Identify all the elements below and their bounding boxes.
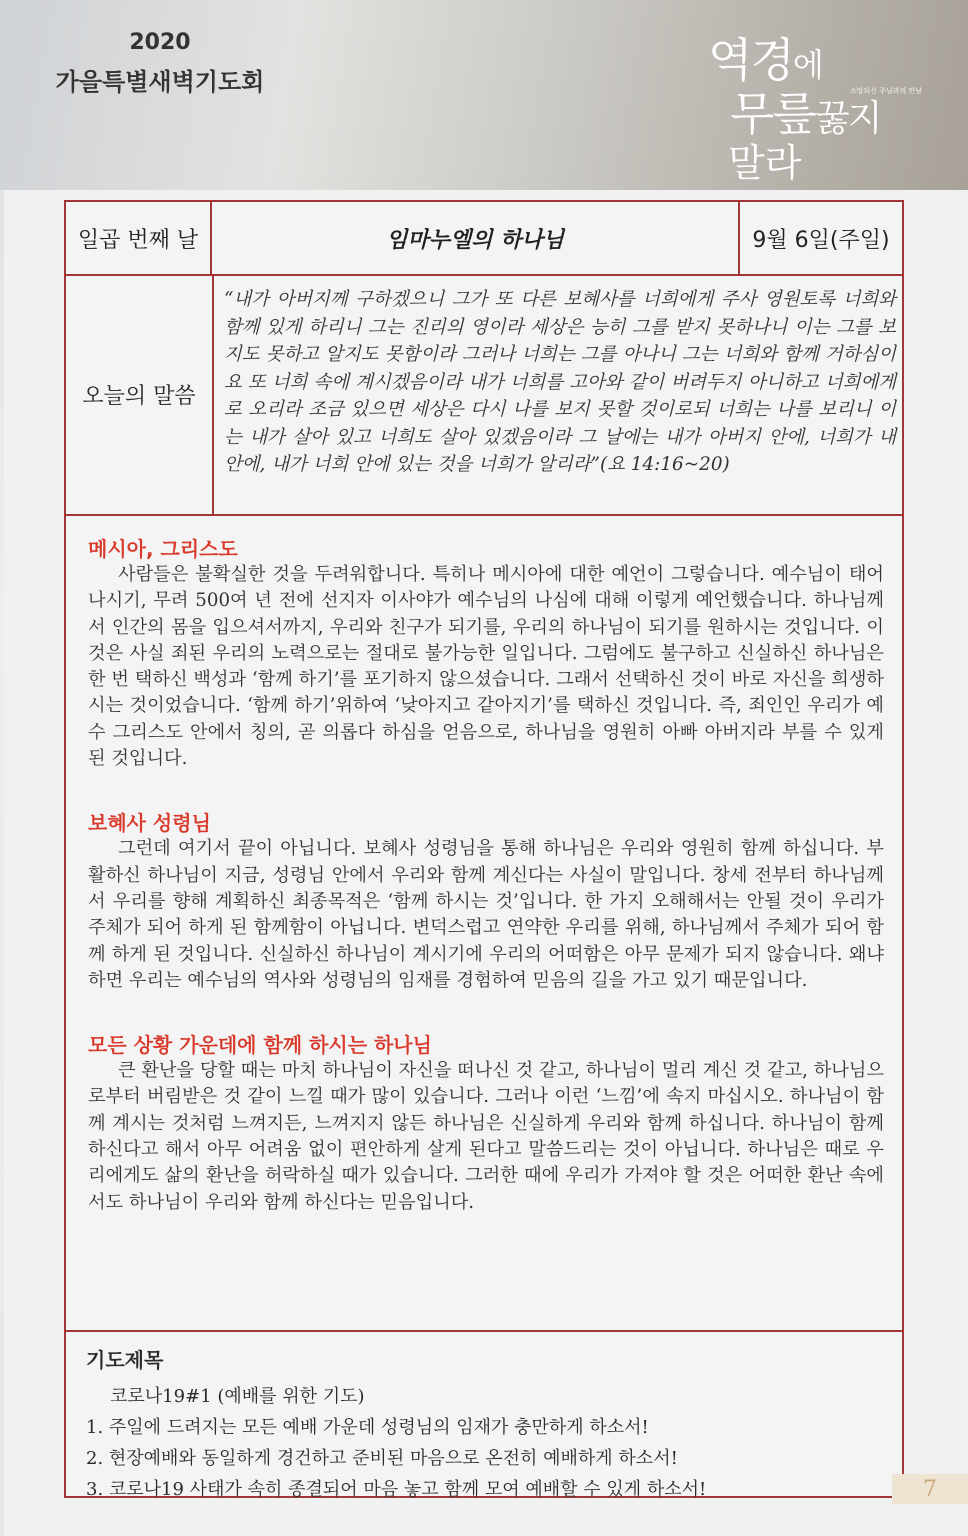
header-banner [0,0,968,190]
verse-label: 오늘의 말씀 [66,274,214,514]
day-label: 일곱 번째 날 [66,202,212,274]
verse-text: “내가 아버지께 구하겠으니 그가 또 다른 보혜사를 너희에게 주사 영원토록 너희와 함께 있게 하리니 그는 진리의 영이라 세상은 능히 그를 받지 못하나니 이는 그를 보지도 못하고 알지도 못함이라 그러나 너희는 그를 아나니 그는 너희와 함께 거하심이요 또 너희 속에 계시겠음이라 내가 너희를 고아와 같이 버려두지 아니하고 너희에게로 오리라 조금 있으면 세상은 다시 나를 보지 못할 것이로되 너희는 나를 보리니 이는 내가 살아 있고 너희도 살아 있겠음이라 그 날에는 내가 아버지 안에, 너희가 내 안에, 내가 너희 안에 있는 것을 너희가 알리라”(요 14:16~20) [224,289,896,475]
logo-line2-a: 무릎 [730,87,815,141]
prayer-section [66,1330,902,1500]
section-title: 모든 상황 가운데에 함께 하시는 하나님 [88,1033,432,1058]
page-number: 7 [892,1474,968,1504]
sermon-body [88,536,884,1216]
verse-row [66,274,902,516]
prayer-title: 기도제목 [86,1348,164,1372]
prayer-item: 1. 주일에 드려지는 모든 예배 가운데 성령님의 임재가 충만하게 하소서! [86,1417,649,1438]
logo-line1-a: 역경 [708,33,793,87]
theme-logo [700,20,950,185]
prayer-list [86,1412,706,1505]
logo-line3: 말라 [728,141,802,185]
section-title: 보혜사 성령님 [88,811,211,836]
card-header-row [66,202,902,276]
logo-line1-b: 에 [792,46,822,84]
section-all-circumstances [88,1032,884,1216]
logo-tagline: 소망되신 주님과의 만남 [850,87,923,95]
section-holy-spirit [88,810,884,994]
section-paragraph: 그런데 여기서 끝이 아닙니다. 보혜사 성령님을 통해 하나님은 우리와 영원히 함께 하십니다. 부활하신 하나님이 지금, 성령님 안에서 우리와 함께 계신다는 사실이 말입니다. 창세 전부터 하나님께서 우리를 향해 계획하신 최종목적은 ‘함께 하시는 것’입니다. 한 가지 오해해서는 안될 것이 우리가 주체가 되어 하게 된 함께함이 아닙니다. 변덕스럽고 연약한 우리를 위해, 하나님께서 주체가 되어 함께 하게 된 것입니다. 신실하신 하나님이 계시기에 우리의 어떠함은 아무 문제가 되지 않습니다. 왜냐하면 우리는 예수님의 역사와 성령님의 임재를 경험하여 믿음의 길을 가고 있기 때문입니다. [88,838,884,991]
devotional-title: 임마누엘의 하나님 [212,202,740,274]
year-label: 2020 [129,30,191,55]
prayer-item: 3. 코로나19 사태가 속히 종결되어 마음 놓고 함께 모여 예배할 수 있게 하소서! [86,1479,707,1500]
section-messiah [88,536,884,772]
section-title: 메시아, 그리스도 [88,537,238,561]
section-paragraph: 큰 환난을 당할 때는 마치 하나님이 자신을 떠나신 것 같고, 하나님이 멀리 계신 것 같고, 하나님으로부터 버림받은 것 같이 느낄 때가 많이 있습니다. 그러나 이런 ‘느낌’에 속지 마십시오. 하나님이 함께 계시는 것처럼 느껴지든, 느껴지지 않든 하나님은 신실하게 우리와 함께 하십니다. 하나님이 함께하신다고 해서 아무 어려움 없이 편안하게 살게 된다고 말씀드리는 것이 아닙니다. 하나님은 때로 우리에게도 삶의 환난을 허락하실 때가 있습니다. 그러한 때에 우리가 가져야 할 것은 어떠한 환난 속에서도 하나님이 우리와 함께 하신다는 믿음입니다. [88,1060,884,1213]
section-paragraph: 사람들은 불확실한 것을 두려워합니다. 특히나 메시아에 대한 예언이 그렇습니다. 예수님이 태어나시기, 무려 500여 년 전에 선지자 이사야가 예수님의 나심에 대해 이렇게 예언했습니다. 하나님께서 인간의 몸을 입으셔서까지, 우리와 친구가 되기를, 우리의 하나님이 되기를 원하시는 것입니다. 이것은 사실 죄된 우리의 노력으로는 절대로 불가능한 일입니다. 그럼에도 불구하고 신실하신 하나님은 한 번 택하신 백성과 ‘함께 하기’를 포기하지 않으셨습니다. 그래서 선택하신 것이 바로 자신을 희생하시는 것이었습니다. ‘함께 하기’위하여 ‘낮아지고 같아지기’를 택하신 것입니다. 즉, 죄인인 우리가 예수 그리스도 안에서 칭의, 곧 의롭다 하심을 얻음으로, 하나님을 영원히 아빠 아버지라 부를 수 있게 된 것입니다. [88,564,884,770]
devotional-card [64,200,904,1498]
prayer-item: 2. 현장예배와 동일하게 경건하고 준비된 마음으로 온전히 예배하게 하소서! [86,1448,678,1469]
date-label: 9월 6일(주일) [752,227,890,253]
prayer-subtitle: 코로나19#1 (예배를 위한 기도) [110,1386,365,1407]
event-title: 가을특별새벽기도회 [55,68,265,96]
logo-line2-b: 꿇지 [814,98,881,139]
